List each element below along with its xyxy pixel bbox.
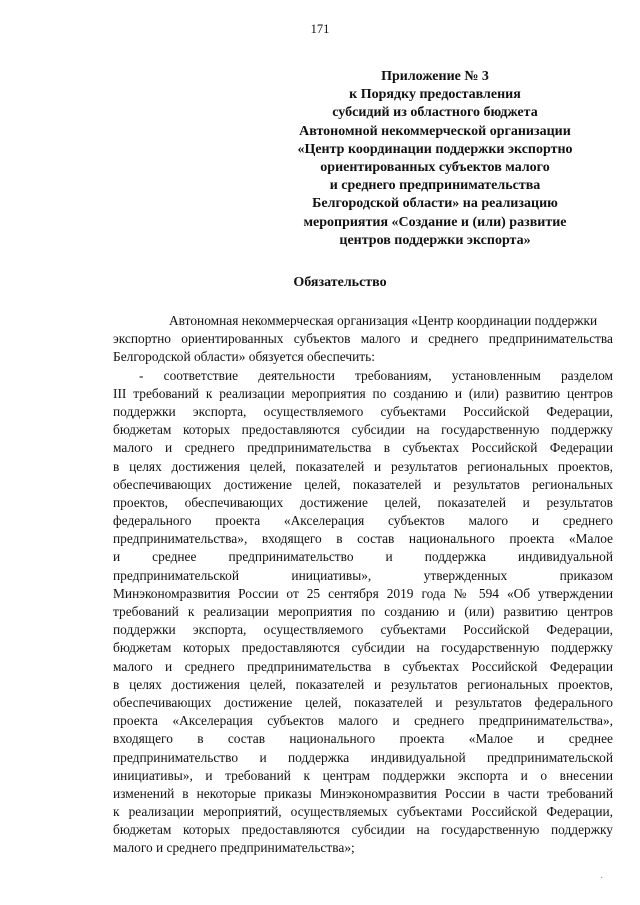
appendix-line: Приложение № 3 [381, 69, 489, 84]
appendix-line: субсидий из областного бюджета [332, 105, 538, 121]
scan-mark: · [600, 873, 604, 884]
body-line: бюджетам которых предоставляются субсидии на государственную поддержку [113, 822, 613, 838]
body-line: изменений в некоторые приказы Минэкономразвития России в части требований [113, 785, 613, 801]
body-line: предпринимательской инициативы», утвержденных приказом [113, 567, 613, 583]
body-line: проекта «Акселерация субъектов малого и среднего предпринимательства», [113, 713, 613, 729]
body-line: III требований к реализации мероприятия по созданию и (или) развитию центров [113, 385, 613, 401]
appendix-header [270, 68, 600, 250]
appendix-line: к Порядку предоставления [349, 87, 521, 103]
body-line: требований к реализации мероприятия по созданию и (или) развитию центров [113, 604, 613, 619]
body-line: к реализации мероприятий, осуществляемых субъектами Российской Федерации, [113, 804, 613, 820]
body-line: малого и среднего предпринимательства»; [113, 840, 355, 856]
body-line: обеспечивающих достижение целей, показателей и результатов федерального [113, 694, 613, 710]
body-line: входящего в состав национального проекта «Малое и среднее [113, 731, 613, 747]
body-line: Автономная некоммерческая организация «Центр координации поддержки [169, 313, 598, 328]
body-line: поддержки экспорта, осуществляемого субъектами Российской Федерации, [113, 622, 613, 638]
document-title: Обязательство [293, 275, 387, 290]
appendix-line: мероприятия «Создание и (или) развитие [303, 214, 567, 230]
body-line: проектов, обеспечивающих достижение целей, показателей и результатов [113, 494, 613, 510]
document-body [113, 312, 613, 858]
body-line: предпринимательства», входящего в состав национального проекта «Малое [113, 531, 613, 547]
body-line: обеспечивающих достижение целей, показателей и результатов региональных [113, 476, 613, 492]
body-line: федерального проекта «Акселерация субъектов малого и среднего [113, 513, 613, 529]
body-line: малого и среднего предпринимательства в субъектах Российской Федерации [113, 658, 613, 674]
appendix-line: центров поддержки экспорта» [339, 232, 531, 248]
appendix-line: Белгородской области» на реализацию [312, 196, 558, 212]
body-line: Минэкономразвития России от 25 сентября 2019 года № 594 «Об утверждении [113, 585, 613, 601]
body-line: бюджетам которых предоставляются субсидии на государственную поддержку [113, 640, 613, 656]
body-line: Белгородской области» обязуется обеспечить: [113, 349, 375, 365]
page-number: 171 [310, 22, 330, 36]
appendix-line: «Центр координации поддержки экспортно [297, 141, 573, 157]
body-line: в целях достижения целей, показателей и результатов региональных проектов, [113, 676, 613, 692]
body-line: предпринимательство и поддержка индивидуальной предпринимательской [113, 749, 613, 765]
body-line: малого и среднего предпринимательства в субъектах Российской Федерации [113, 440, 613, 456]
body-line: в целях достижения целей, показателей и результатов региональных проектов, [113, 458, 613, 474]
appendix-line: и среднего предпринимательства [329, 178, 541, 194]
body-line: - соответствие деятельности требованиям, установленным разделом [139, 367, 613, 383]
body-line: инициативы», и требований к центрам поддержки экспорта и о внесении [113, 767, 613, 783]
appendix-line: ориентированных субъектов малого [320, 160, 550, 176]
body-line: бюджетам которых предоставляются субсидии на государственную поддержку [113, 422, 613, 438]
body-line: экспортно ориентированных субъектов малого и среднего предпринимательства [113, 331, 613, 347]
body-line: поддержки экспорта, осуществляемого субъектами Российской Федерации, [113, 403, 613, 419]
appendix-line: Автономной некоммерческой организации [299, 123, 571, 139]
body-line: и среднее предпринимательство и поддержка индивидуальной [113, 549, 613, 565]
